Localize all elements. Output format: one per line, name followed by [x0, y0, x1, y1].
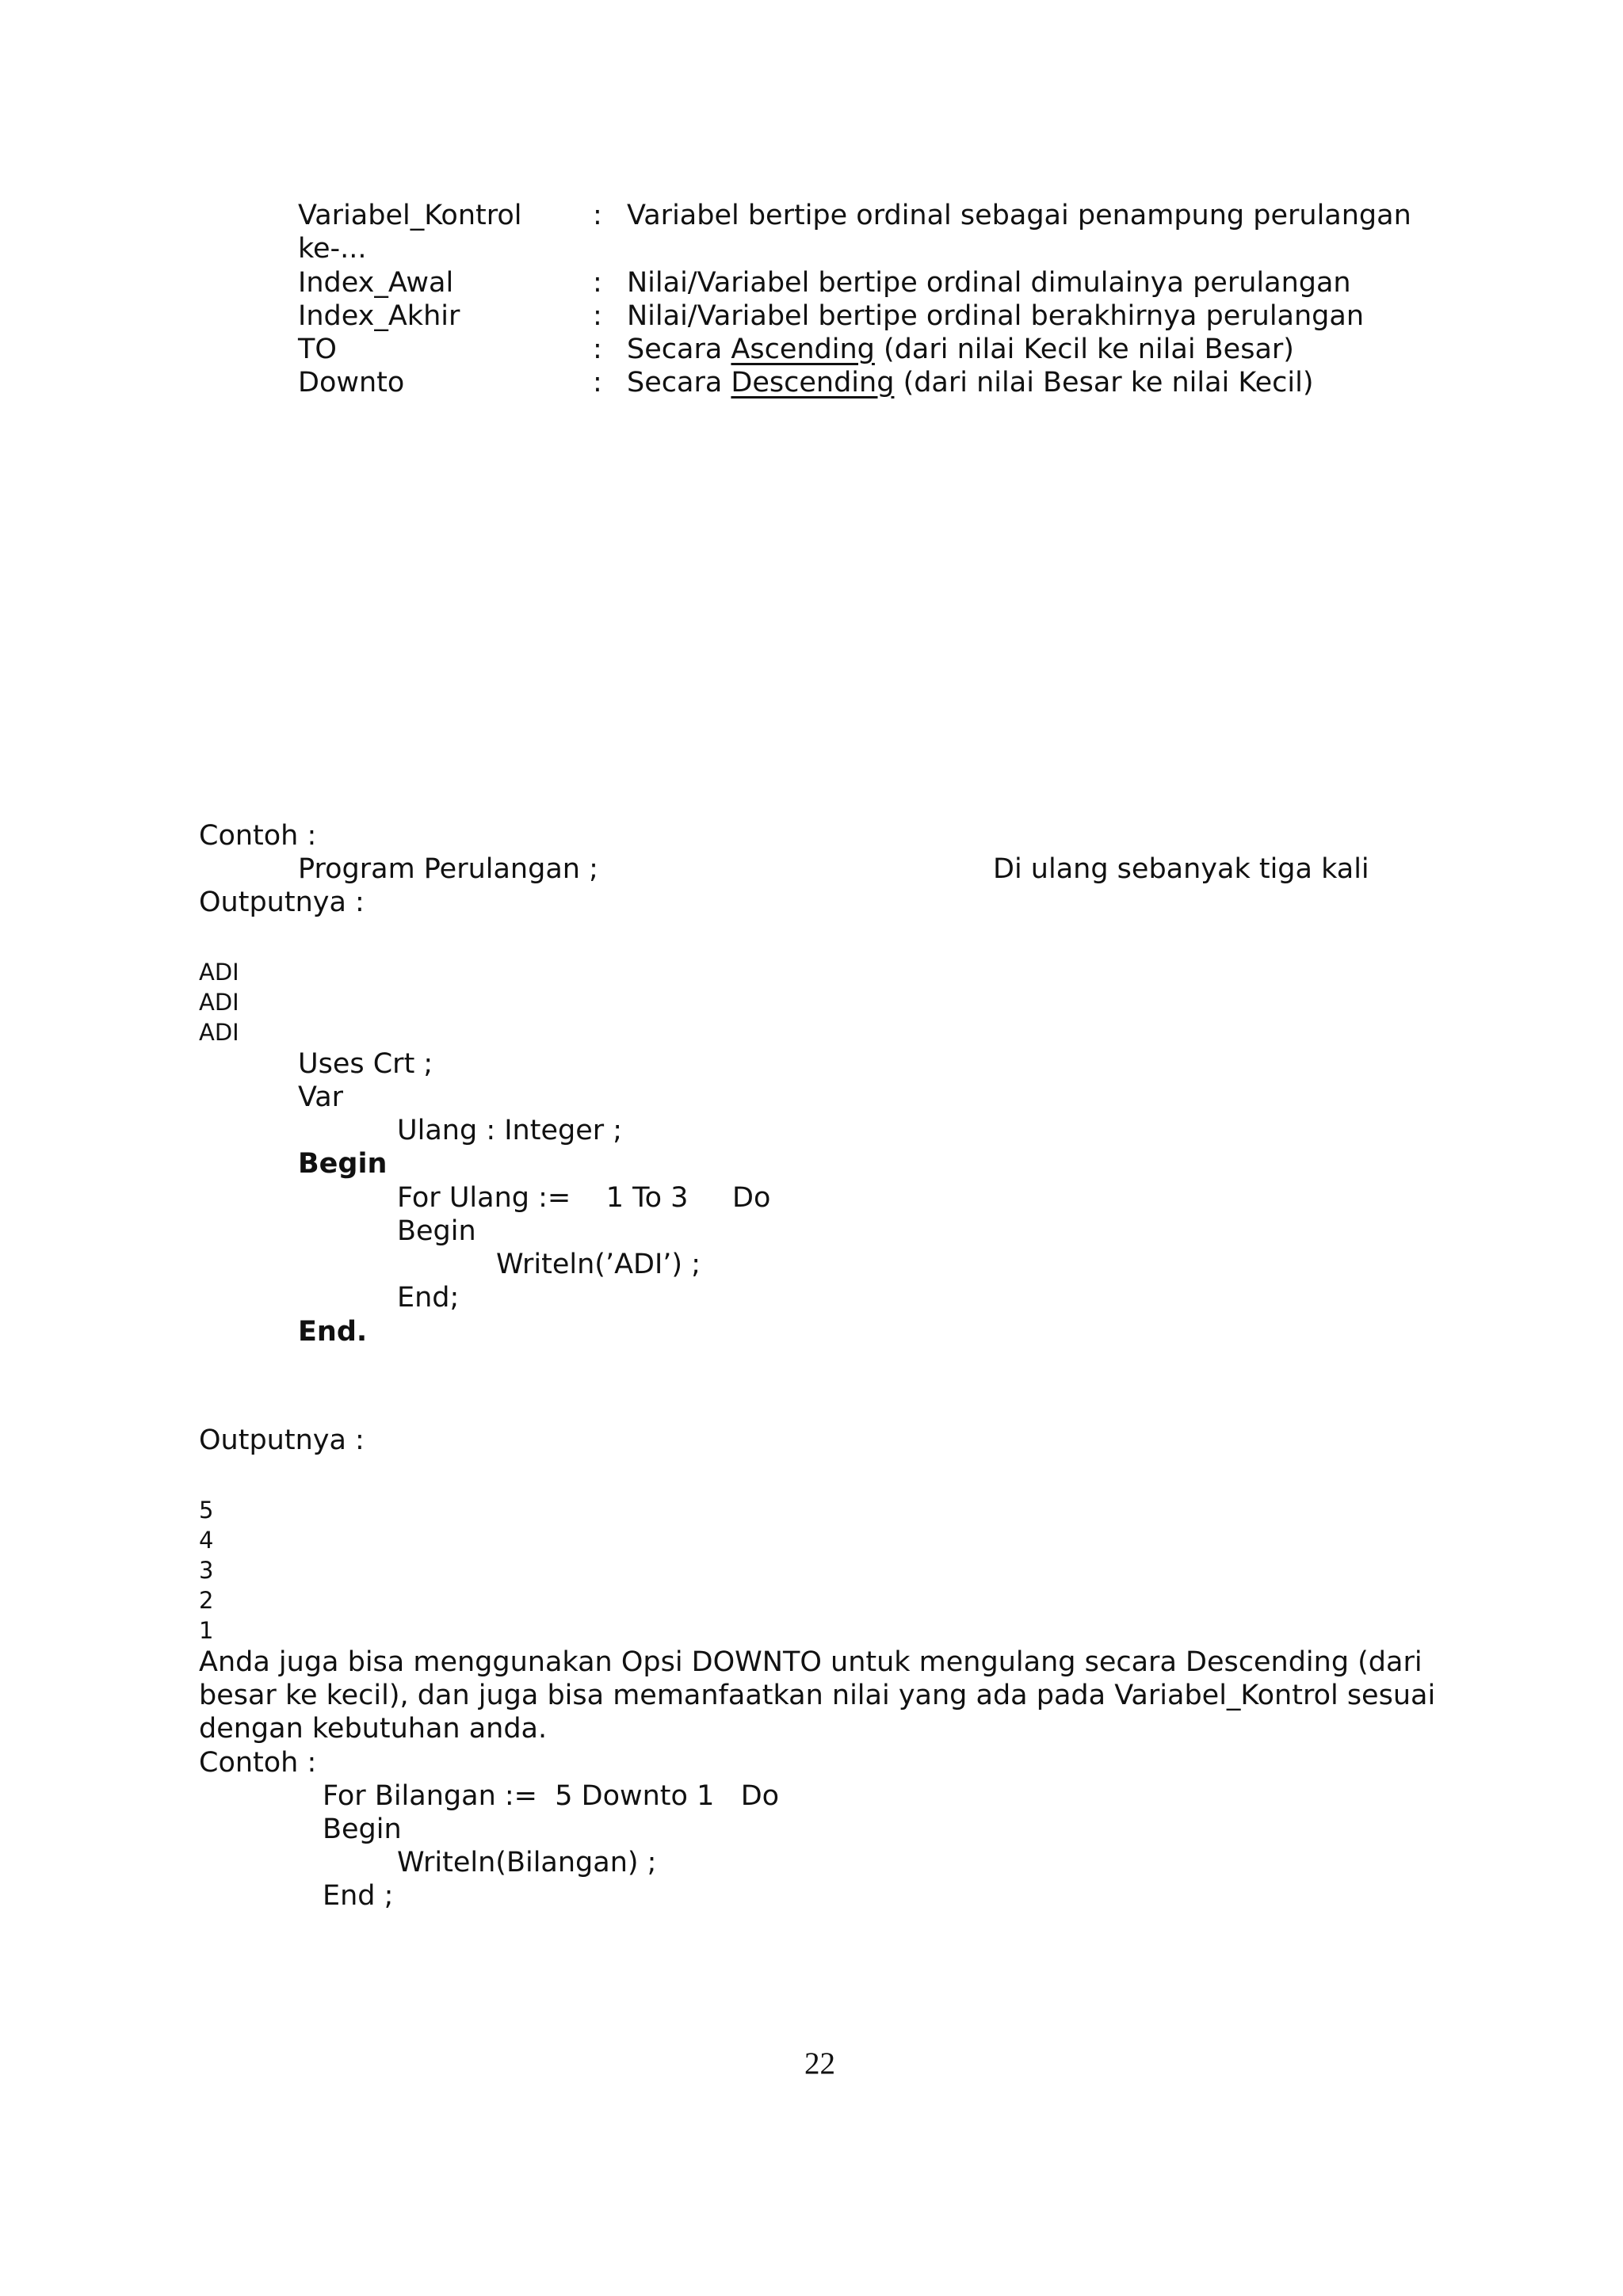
code-line: Begin [397, 1215, 476, 1247]
output-label: Outputnya : [199, 1425, 365, 1456]
page-number: 22 [804, 2046, 835, 2081]
def-colon: : [593, 334, 602, 365]
def-desc-to [627, 333, 1294, 366]
output-line: 3 [199, 1557, 214, 1584]
def-desc-suffix: (dari nilai Kecil ke nilai Besar) [874, 334, 1294, 365]
def-colon: : [593, 267, 602, 299]
output-line: 5 [199, 1497, 214, 1524]
def-desc-index-akhir: Nilai/Variabel bertipe ordinal berakhirnya perulangan [627, 300, 1365, 332]
output-line: 1 [199, 1617, 214, 1644]
def-desc-downto [627, 366, 1314, 399]
def-desc-index-awal: Nilai/Variabel bertipe ordinal dimulainya perulangan [627, 267, 1351, 299]
def-desc-wrap: ke-... [298, 233, 367, 265]
code-line: For Bilangan := 5 Downto 1 Do [323, 1780, 780, 1812]
def-colon: : [593, 300, 602, 332]
def-colon: : [593, 200, 602, 231]
output-line: ADI [199, 989, 239, 1016]
code-line: End ; [323, 1880, 394, 1912]
code-line: Writeln(Bilangan) ; [397, 1847, 657, 1878]
paragraph-line: besar ke kecil), dan juga bisa memanfaatkan nilai yang ada pada Variabel_Kontrol sesuai [199, 1680, 1436, 1711]
example-heading: Contoh : [199, 820, 317, 852]
code-line: Begin [323, 1814, 402, 1845]
code-line: End; [397, 1282, 460, 1314]
output-label: Outputnya : [199, 887, 365, 918]
code-line-begin: Begin [298, 1148, 388, 1180]
def-term-index-akhir: Index_Akhir [298, 300, 460, 332]
def-term-index-awal: Index_Awal [298, 267, 454, 299]
def-term-to: TO [298, 334, 337, 365]
def-colon: : [593, 367, 602, 399]
def-term-downto: Downto [298, 367, 405, 399]
paragraph-line: dengan kebutuhan anda. [199, 1713, 548, 1745]
output-line: 2 [199, 1587, 214, 1614]
def-desc-prefix: Secara [627, 334, 731, 365]
def-term-variabel-kontrol: Variabel_Kontrol [298, 200, 522, 231]
def-desc-variabel-kontrol: Variabel bertipe ordinal sebagai penampung perulangan [627, 200, 1411, 231]
paragraph-line: Anda juga bisa menggunakan Opsi DOWNTO untuk mengulang secara Descending (dari [199, 1646, 1423, 1678]
def-desc-suffix: (dari nilai Besar ke nilai Kecil) [894, 367, 1314, 399]
example-heading: Contoh : [199, 1747, 317, 1779]
def-desc-underlined: Ascending [731, 334, 875, 365]
output-line: ADI [199, 959, 239, 986]
def-desc-prefix: Secara [627, 367, 731, 399]
code-line: Uses Crt ; [298, 1048, 433, 1080]
program-line: Program Perulangan ; [298, 853, 598, 885]
code-line: For Ulang := 1 To 3 Do [397, 1182, 771, 1214]
loop-note: Di ulang sebanyak tiga kali [993, 853, 1369, 885]
code-line-end: End. [298, 1316, 368, 1348]
code-line: Writeln(’ADI’) ; [496, 1249, 701, 1280]
code-line: Ulang : Integer ; [397, 1115, 623, 1146]
code-line: Var [298, 1081, 344, 1113]
output-line: ADI [199, 1019, 239, 1046]
def-desc-underlined: Descending [731, 367, 895, 399]
output-line: 4 [199, 1527, 214, 1554]
